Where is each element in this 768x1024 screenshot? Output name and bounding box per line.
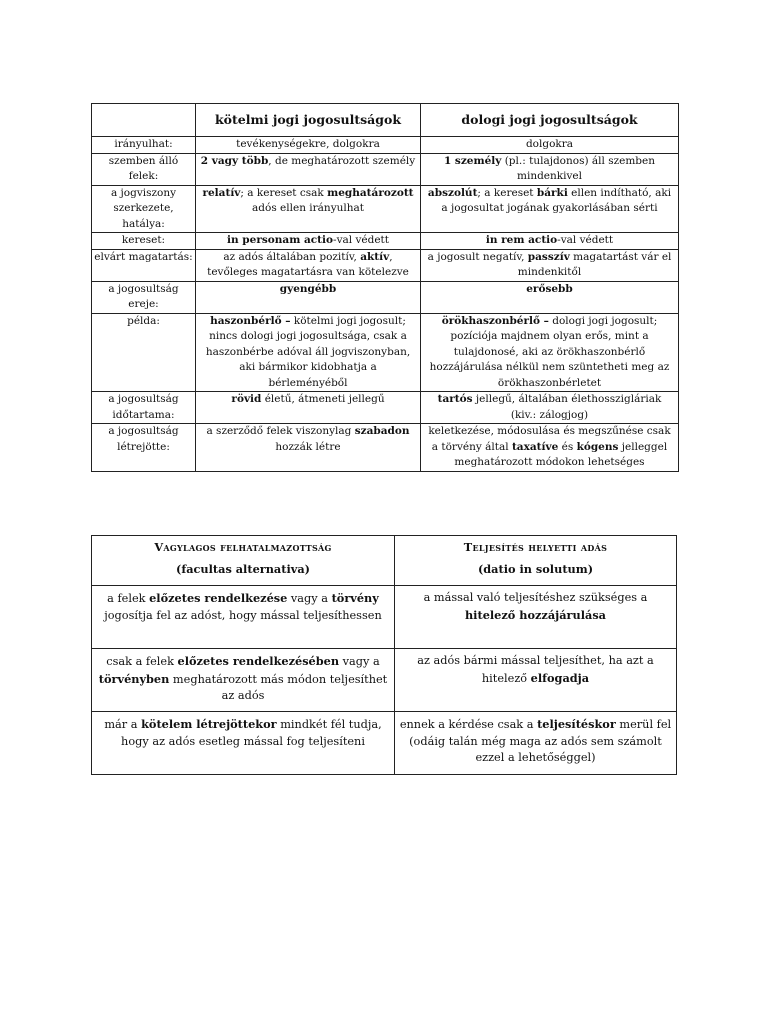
row-label: elvárt magatartás: <box>92 249 196 281</box>
row-label: a jogosultság ereje: <box>92 281 196 313</box>
table-row <box>92 233 679 250</box>
property-cell: a jogosult negatív, passzív magatartást vár el mindenkitől <box>421 249 679 281</box>
obligatory-cell: 2 vagy több, de meghatározott személy <box>196 153 421 185</box>
row-label: kereset: <box>92 233 196 250</box>
table-row <box>92 712 677 775</box>
property-cell: dolgokra <box>421 137 679 154</box>
datio-cell: ennek a kérdése csak a teljesítéskor merül fel (odáig talán még maga az adós sem számolt ezzel a lehetőséggel) <box>395 712 677 775</box>
header-property-rights: dologi jogi jogosultságok <box>421 104 679 137</box>
row-label: a jogosultság időtartama: <box>92 392 196 424</box>
obligatory-cell: a szerződő felek viszonylag szabadon hozzák létre <box>196 424 421 472</box>
header-title: Teljesítés helyetti adás <box>463 540 608 554</box>
row-label: a jogosultság létrejötte: <box>92 424 196 472</box>
performance-alternatives-table <box>91 535 677 775</box>
property-cell: in rem actio-val védett <box>421 233 679 250</box>
row-label: irányulhat: <box>92 137 196 154</box>
table-row <box>92 137 679 154</box>
header-title: Vagylagos felhatalmazottság <box>154 540 332 554</box>
datio-cell: a mással való teljesítéshez szükséges a hitelező hozzájárulása <box>395 586 677 649</box>
obligatory-cell: relatív; a kereset csak meghatározott adós ellen irányulhat <box>196 185 421 233</box>
table-row <box>92 281 679 313</box>
table-row <box>92 424 679 472</box>
table-row <box>92 392 679 424</box>
datio-cell: az adós bármi mással teljesíthet, ha azt a hitelező elfogadja <box>395 649 677 712</box>
obligatory-cell: in personam actio-val védett <box>196 233 421 250</box>
property-cell: erősebb <box>421 281 679 313</box>
table-row <box>92 586 677 649</box>
table-row <box>92 313 679 392</box>
obligatory-cell: tevékenységekre, dolgokra <box>196 137 421 154</box>
facultas-cell: a felek előzetes rendelkezése vagy a törvény jogosítja fel az adóst, hogy mással teljesíthessen <box>92 586 395 649</box>
table-row <box>92 185 679 233</box>
table-row <box>92 649 677 712</box>
header-subtitle: (facultas alternativa) <box>176 562 310 577</box>
property-cell: abszolút; a kereset bárki ellen indítható, aki a jogosultat jogának gyakorlásában sérti <box>421 185 679 233</box>
header-facultas-alternativa <box>92 536 395 586</box>
obligatory-cell: az adós általában pozitív, aktív, tevőleges magatartásra van kötelezve <box>196 249 421 281</box>
header-obligatory-rights: kötelmi jogi jogosultságok <box>196 104 421 137</box>
facultas-cell: csak a felek előzetes rendelkezésében vagy a törvényben meghatározott más módon teljesíthet az adós <box>92 649 395 712</box>
property-cell: örökhaszonbérlő – dologi jogi jogosult; pozíciója majdnem olyan erős, mint a tulajdonosé, aki az örökhaszonbérlő hozzájárulása nélkül nem szüntetheti meg az örökhaszonbérletet <box>421 313 679 392</box>
property-cell: keletkezése, módosulása és megszűnése csak a törvény által taxatíve és kógens jelleggel meghatározott módokon lehetséges <box>421 424 679 472</box>
table-header-row <box>92 104 679 137</box>
obligatory-cell: gyengébb <box>196 281 421 313</box>
obligatory-cell: haszonbérlő – kötelmi jogi jogosult; nincs dologi jogi jogosultsága, csak a haszonbérbe adóval áll jogviszonyban, aki bármikor kidobhatja a bérleményéből <box>196 313 421 392</box>
header-datio-in-solutum <box>395 536 677 586</box>
obligatory-cell: rövid életű, átmeneti jellegű <box>196 392 421 424</box>
row-label: a jogviszony szerkezete, hatálya: <box>92 185 196 233</box>
row-label: szemben álló felek: <box>92 153 196 185</box>
header-subtitle: (datio in solutum) <box>477 562 594 577</box>
table-row <box>92 153 679 185</box>
header-empty <box>92 104 196 137</box>
table-header-row <box>92 536 677 586</box>
facultas-cell: már a kötelem létrejöttekor mindkét fél tudja, hogy az adós esetleg mással fog teljesíteni <box>92 712 395 775</box>
property-cell: 1 személy (pl.: tulajdonos) áll szemben mindenkivel <box>421 153 679 185</box>
row-label: példa: <box>92 313 196 392</box>
legal-rights-comparison-table <box>91 103 679 472</box>
property-cell: tartós jellegű, általában élethosszigláriak (kiv.: zálogjog) <box>421 392 679 424</box>
table-row <box>92 249 679 281</box>
